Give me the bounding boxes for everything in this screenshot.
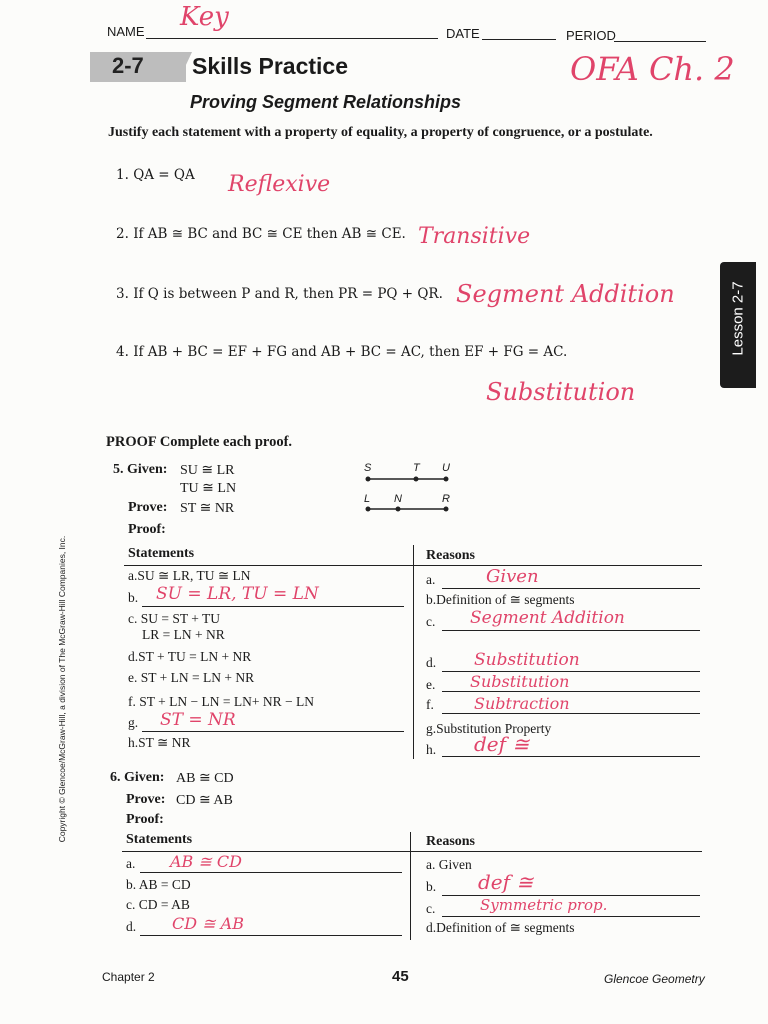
statement-text: CD = AB [138, 897, 190, 912]
label-u: U [442, 462, 450, 474]
statement-text: ST + LN = LN + NR [140, 670, 255, 685]
proof-heading: PROOF Complete each proof. [106, 434, 293, 450]
p6-reason-b-answer: def ≅ [478, 870, 534, 894]
row-label: d. [426, 920, 437, 935]
problem-text: If AB ≅ BC and BC ≅ CE then AB ≅ CE. [133, 226, 406, 242]
row-label: h. [128, 735, 139, 750]
p6-stmt-c [126, 897, 190, 913]
problem-2 [116, 226, 406, 242]
p5-given-label: 5. Given: [113, 462, 168, 477]
row-label: c. [126, 897, 136, 912]
name-label: NAME [107, 24, 145, 39]
row-label: b. [426, 592, 437, 607]
period-label: PERIOD [566, 28, 616, 43]
answer-2: Transitive [418, 224, 531, 249]
p6-reason-c-blank [442, 916, 700, 917]
p5-reason-h-answer: def ≅ [474, 732, 530, 756]
problem-text: If AB + BC = EF + FG and AB + BC = AC, then EF + FG = AC. [133, 344, 568, 360]
label-r: R [442, 493, 450, 505]
p6-reasons-header: Reasons [426, 834, 476, 849]
p5-reason-a-answer: Given [486, 566, 539, 587]
p6-stmt-b [126, 877, 191, 893]
p5-stmt-b-blank [142, 606, 404, 607]
name-value: Key [180, 2, 229, 32]
problem-3 [116, 286, 443, 302]
p5-prove-label: Prove: [128, 500, 168, 515]
statement-text: ST ≅ NR [138, 735, 191, 750]
footer-chapter: Chapter 2 [102, 970, 155, 984]
p5-statements-header: Statements [128, 546, 195, 561]
p5-reason-f-answer: Subtraction [474, 694, 570, 713]
p5-reason-d-answer: Substitution [474, 650, 580, 670]
p6-stmt-a-blank [140, 872, 402, 873]
p6-prove-label: Prove: [126, 792, 166, 807]
point-l [366, 507, 371, 512]
p5-stmt-h [128, 735, 190, 751]
subtitle: Proving Segment Relationships [190, 92, 462, 112]
row-label: f. [128, 694, 136, 709]
p5-reason-a-blank [442, 588, 700, 589]
row-label: b. [126, 877, 137, 892]
p6-proof-label: Proof: [126, 812, 164, 827]
p5-stmt-c-line2: LR = LN + NR [142, 627, 225, 642]
reason-text: Definition of ≅ segments [436, 920, 575, 935]
lesson-title: Skills Practice [192, 53, 348, 79]
statement-text: SU = ST + TU [140, 611, 220, 626]
instructions: Justify each statement with a property of equality, a property of congruence, or a postulate. [108, 125, 653, 140]
answer-4: Substitution [486, 378, 636, 406]
p5-reason-b [426, 592, 575, 608]
p5-stmt-g-answer: ST = NR [160, 710, 236, 730]
lesson-number: 2-7 [112, 53, 144, 78]
p6-reason-a [426, 857, 472, 873]
copyright: Copyright © Glencoe/McGraw-Hill, a division of The McGraw-Hill Companies, Inc. [57, 535, 67, 843]
p5-proof-label: Proof: [128, 522, 166, 537]
p6-reason-c-answer: Symmetric prop. [480, 896, 608, 914]
point-n [396, 507, 401, 512]
point-u [444, 477, 449, 482]
row-label: g. [426, 721, 437, 736]
problem-1 [116, 167, 195, 183]
p6-given-label: 6. Given: [110, 770, 165, 785]
p5-stmt-g-label: g. [128, 715, 139, 730]
p6-reason-c-label: c. [426, 901, 436, 916]
p5-reason-f-blank [442, 713, 700, 714]
point-s [366, 477, 371, 482]
p6-prove: CD ≅ AB [176, 793, 233, 808]
p5-stmt-e [128, 670, 254, 686]
answer-1: Reflexive [228, 172, 331, 197]
point-t [414, 477, 419, 482]
p6-stmt-d-blank [140, 935, 402, 936]
problem-4 [116, 344, 567, 360]
p5-reason-e-blank [442, 691, 700, 692]
p5-reason-f-label: f. [426, 697, 434, 712]
problem-number: 3. [116, 286, 129, 302]
p6-stmt-d-label: d. [126, 919, 137, 934]
p5-reason-c-label: c. [426, 614, 436, 629]
statement-text: AB = CD [138, 877, 191, 892]
row-label: c. [128, 611, 138, 626]
period-line [614, 41, 706, 42]
p5-reason-h-blank [442, 756, 700, 757]
label-n: N [394, 493, 402, 505]
label-s: S [364, 462, 372, 474]
p5-reason-e-label: e. [426, 677, 436, 692]
footer-book: Glencoe Geometry [604, 972, 705, 986]
p6-stmt-a-label: a. [126, 856, 136, 871]
side-tab [720, 262, 756, 388]
p5-reason-e-answer: Substitution [470, 672, 570, 691]
lesson-banner-tip [178, 52, 192, 82]
p5-reason-c-answer: Segment Addition [470, 608, 625, 628]
p6-reason-b-label: b. [426, 879, 437, 894]
p6-column-divider [410, 832, 411, 940]
reason-text: Substitution Property [436, 721, 552, 736]
statement-text: ST + LN − LN = LN+ NR − LN [139, 694, 314, 709]
row-label: e. [128, 670, 138, 685]
problem-text: QA = QA [133, 167, 195, 183]
reason-text: Definition of ≅ segments [436, 592, 575, 607]
row-label: d. [128, 649, 139, 664]
page-number: 45 [392, 968, 409, 985]
p6-stmt-a-answer: AB ≅ CD [170, 852, 242, 871]
reason-text: Given [438, 857, 472, 872]
p5-stmt-d [128, 649, 251, 665]
side-tab-label: Lesson 2-7 [729, 281, 747, 356]
label-t: T [413, 462, 420, 474]
p6-reason-d [426, 920, 575, 936]
problem-number: 4. [116, 344, 129, 360]
p5-prove: ST ≅ NR [180, 501, 235, 516]
statement-text: ST + TU = LN + NR [138, 649, 252, 664]
p5-stmt-b-answer: SU = LR, TU = LN [156, 584, 319, 604]
date-line [482, 39, 556, 40]
p6-given: AB ≅ CD [176, 771, 234, 786]
row-label: a. [426, 857, 436, 872]
statement-text: SU ≅ LR, TU ≅ LN [137, 568, 251, 583]
label-l: L [364, 493, 371, 505]
answer-3: Segment Addition [456, 280, 675, 308]
p5-given-1: SU ≅ LR [180, 463, 235, 478]
problem-number: 2. [116, 226, 129, 242]
p6-statements-header: Statements [126, 832, 193, 847]
p5-reasons-header: Reasons [426, 548, 476, 563]
p5-stmt-g-blank [142, 731, 404, 732]
problem-number: 1. [116, 167, 129, 183]
p5-stmt-c [128, 611, 220, 627]
p5-reason-h-label: h. [426, 742, 437, 757]
p5-reason-c-blank [442, 630, 700, 631]
date-label: DATE [446, 26, 480, 41]
p5-stmt-f [128, 694, 314, 710]
p5-stmt-b-label: b. [128, 590, 139, 605]
row-label: a. [128, 568, 138, 583]
handwritten-tag: OFA Ch. 2 [570, 50, 735, 88]
name-line [146, 38, 438, 39]
p5-reason-a-label: a. [426, 572, 436, 587]
point-r [444, 507, 449, 512]
p5-given-2: TU ≅ LN [180, 481, 237, 496]
p6-stmt-d-answer: CD ≅ AB [172, 914, 244, 933]
p5-reason-d-label: d. [426, 655, 437, 670]
problem-text: If Q is between P and R, then PR = PQ + QR. [133, 286, 443, 302]
p5-column-divider [413, 545, 414, 759]
p5-stmt-a [128, 568, 251, 584]
